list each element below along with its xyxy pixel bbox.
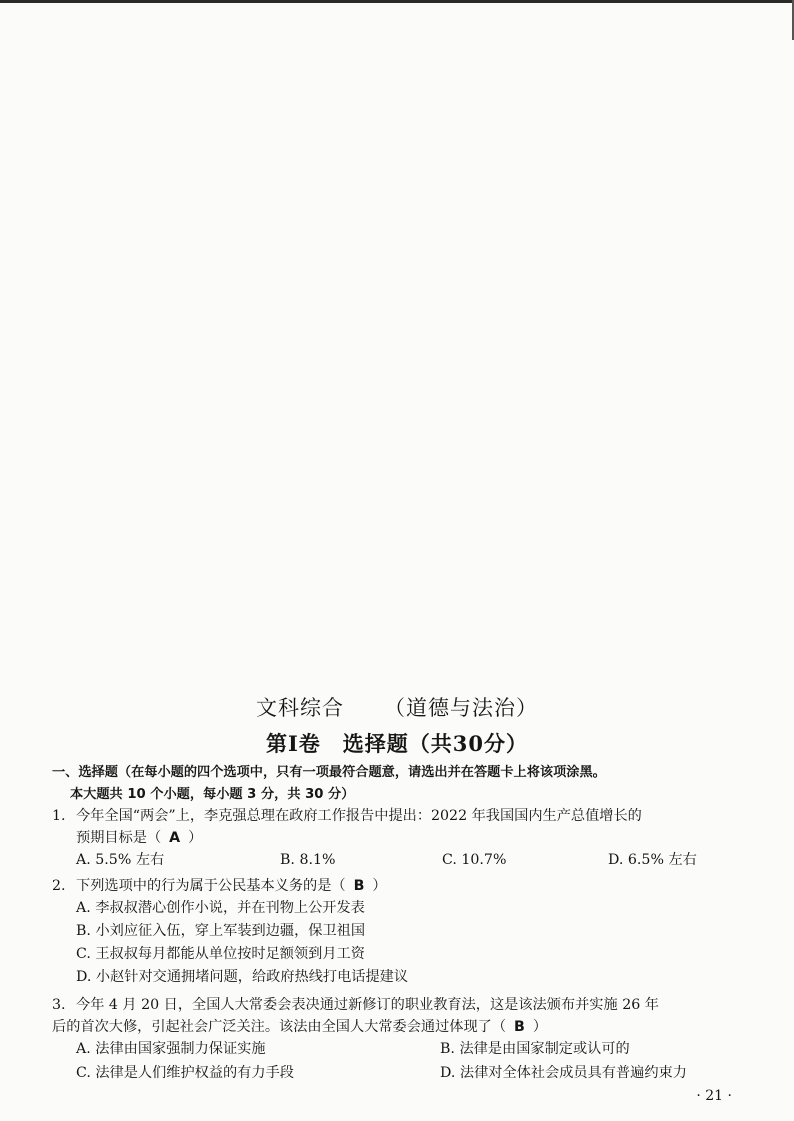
- section-instructions: [52, 762, 752, 806]
- question-1-options: [52, 849, 752, 873]
- part-title: 第Ⅰ卷 选择题（共30分）: [265, 731, 529, 756]
- question-2-option-a: A. 李叔叔潜心创作小说，并在刊物上公开发表: [76, 900, 365, 916]
- question-3-options-row-2: [52, 1062, 752, 1086]
- section-line-2: 本大题共 10 个小题，每小题 3 分，共 30 分）: [70, 787, 355, 802]
- question-2-option-d: D. 小赵针对交通拥堵问题，给政府热线打电话提建议: [76, 969, 409, 985]
- question-3-option-c: C. 法律是人们维护权益的有力手段: [76, 1065, 294, 1081]
- subject-subtitle: （道德与法治）: [384, 696, 538, 720]
- subject-name: 文科综合: [256, 696, 344, 720]
- question-3-stem-line-2-wrap: [52, 1016, 752, 1038]
- question-3-option-a: A. 法律由国家强制力保证实施: [76, 1041, 266, 1057]
- scan-top-edge: [0, 0, 794, 3]
- question-2-stem-line-1: 下列选项中的行为属于公民基本义务的是（: [76, 878, 346, 894]
- question-1-close: ）: [188, 830, 203, 846]
- question-1-number: 1.: [52, 808, 66, 824]
- question-3-answer: B: [514, 1019, 525, 1035]
- question-2-stem: [52, 875, 752, 897]
- question-2-number: 2.: [52, 878, 66, 894]
- question-3-stem-line-2: 后的首次大修，引起社会广泛关注。该法由全国人大常委会通过体现了（: [52, 1019, 507, 1035]
- question-3: [52, 994, 752, 1086]
- question-3-number: 3.: [52, 997, 66, 1013]
- question-1-option-a: A. 5.5% 左右: [76, 852, 165, 868]
- subject-title: [0, 692, 794, 722]
- question-1-stem: [52, 805, 752, 827]
- question-1-stem-line-2-wrap: [52, 827, 752, 849]
- question-1-option-d: D. 6.5% 左右: [608, 852, 697, 868]
- section-line-1: 一、选择题（在每小题的四个选项中，只有一项最符合题意，请选出并在答题卡上将该项涂黑。: [52, 765, 606, 780]
- question-3-stem: [52, 994, 752, 1016]
- question-3-close: ）: [532, 1019, 548, 1035]
- question-3-stem-line-1: 今年 4 月 20 日，全国人大常委会表决通过新修订的职业教育法，这是该法颁布并实施 26 年: [76, 997, 659, 1013]
- question-3-option-d: D. 法律对全体社会成员具有普遍约束力: [440, 1065, 687, 1081]
- question-1-option-c: C. 10.7%: [442, 852, 507, 868]
- question-1: [52, 805, 752, 873]
- question-3-option-b: B. 法律是由国家制定或认可的: [440, 1041, 630, 1057]
- question-2-option-c: C. 王叔叔每月都能从单位按时足额领到月工资: [76, 946, 365, 962]
- question-1-stem-line-1: 今年全国“两会”上，李克强总理在政府工作报告中提出：2022 年我国国内生产总值增长的: [76, 808, 642, 824]
- question-1-stem-line-2: 预期目标是（: [76, 830, 162, 846]
- question-2-options: [52, 897, 752, 989]
- question-2-close: ）: [372, 878, 387, 894]
- question-2-answer: B: [353, 878, 365, 894]
- question-1-option-b: B. 8.1%: [280, 852, 336, 868]
- question-3-options-row-1: [52, 1038, 752, 1062]
- page-number: · 21 ·: [696, 1088, 732, 1104]
- question-2: [52, 875, 752, 989]
- question-1-answer: A: [169, 830, 181, 846]
- question-2-option-b: B. 小刘应征入伍，穿上军装到边疆，保卫祖国: [76, 923, 366, 939]
